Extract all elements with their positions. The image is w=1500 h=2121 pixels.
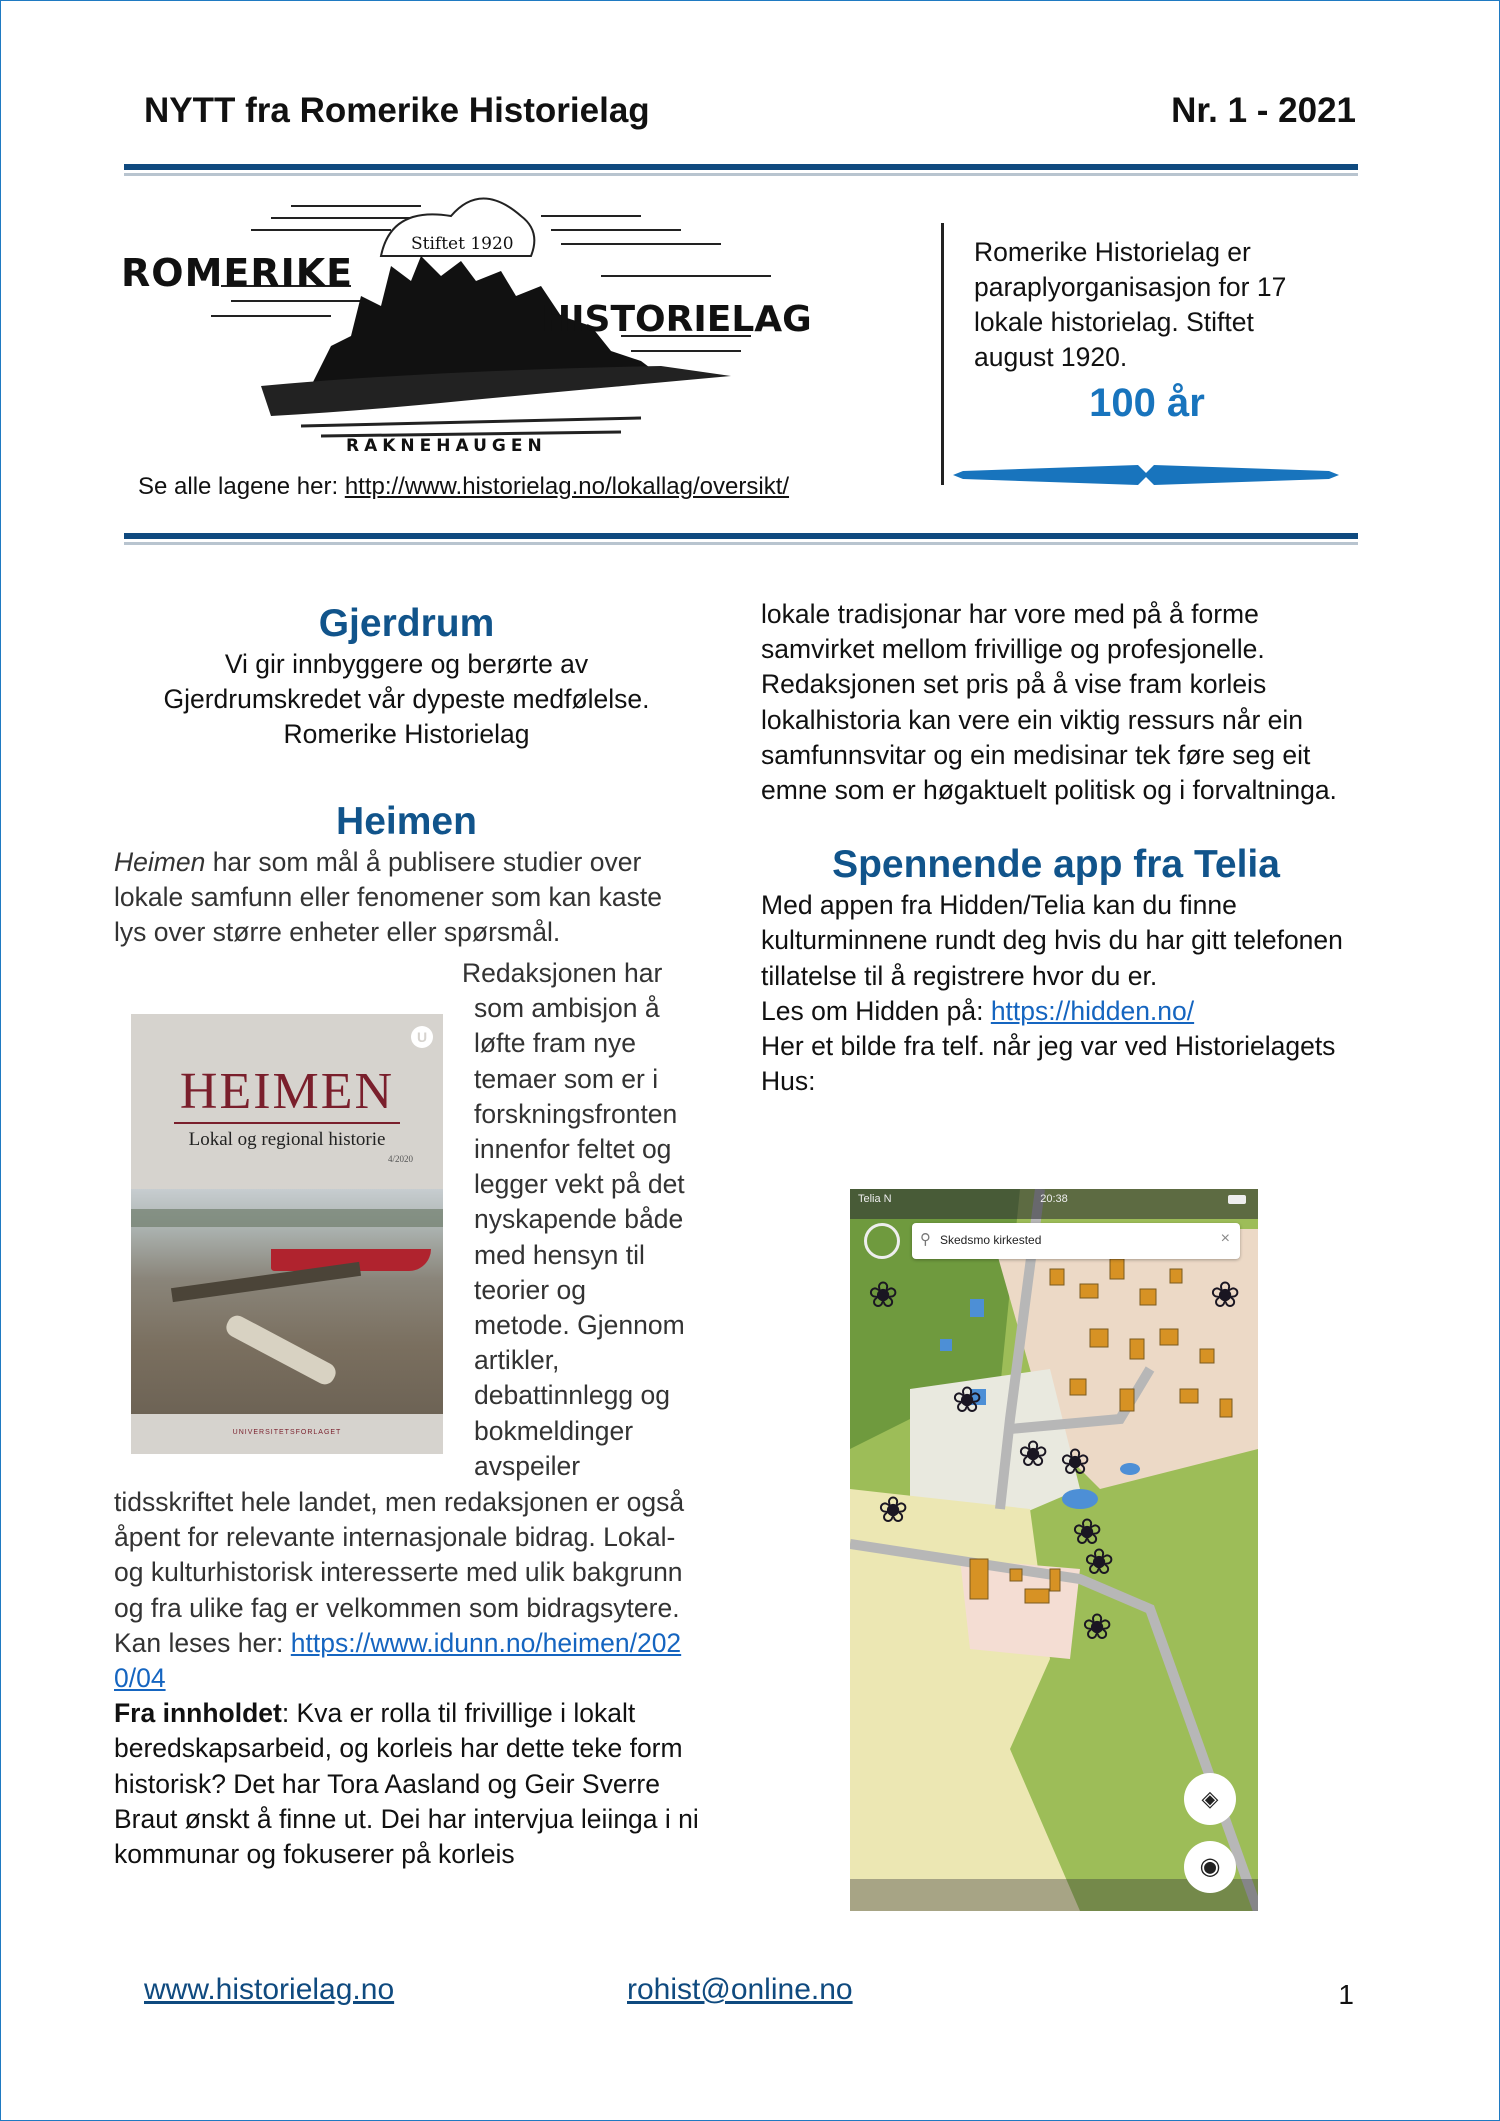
- cover-flood-photo: [131, 1189, 443, 1414]
- romerike-historielag-logo: [121, 186, 811, 456]
- search-value: Skedsmo kirkested: [940, 1233, 1042, 1247]
- cover-issue: 4/2020: [387, 1154, 413, 1164]
- telia-after-text: Her et bilde fra telf. når jeg var ved Historielagets Hus:: [761, 1031, 1336, 1097]
- wrap-line: temaer som er i: [474, 1063, 659, 1094]
- wrap-line: debattinnlegg og: [474, 1380, 670, 1411]
- heimen-italic: Heimen: [114, 846, 206, 877]
- cover-rule: [174, 1122, 400, 1124]
- gjerdrum-line-2: Gjerdrumskredet vår dypeste medfølelse.: [163, 684, 650, 715]
- gjerdrum-heading: Gjerdrum: [318, 602, 495, 645]
- wrap-line: artikler,: [474, 1345, 560, 1376]
- cover-publisher: UNIVERSITETSFORLAGET: [232, 1429, 342, 1436]
- heimen-wrap-text: [462, 956, 702, 1484]
- search-icon: ⚲: [920, 1231, 931, 1248]
- locate-button[interactable]: [1184, 1841, 1236, 1893]
- local-chapters-link[interactable]: http://www.historielag.no/lokallag/oversikt/: [344, 473, 790, 500]
- local-chapters-line: [138, 473, 789, 501]
- hidden-app-screenshot: [850, 1189, 1258, 1911]
- heimen-content: [114, 1696, 699, 1872]
- wrap-line: løfte fram nye: [474, 1028, 636, 1059]
- svg-text:HISTORIELAG: HISTORIELAG: [541, 299, 811, 340]
- layers-icon: ◈: [1201, 1786, 1219, 1811]
- wrap-line: Redaksjonen har: [462, 958, 663, 988]
- locate-icon: ◉: [1199, 1853, 1221, 1880]
- heritage-marker-icon[interactable]: ❀: [1210, 1274, 1241, 1315]
- cover-title: HEIMEN: [179, 1063, 395, 1120]
- heimen-intro: [114, 845, 694, 951]
- heimen-read-line: [114, 1626, 699, 1696]
- wrap-line: avspeiler: [474, 1450, 581, 1481]
- wrap-line: innenfor feltet og: [474, 1134, 672, 1165]
- hidden-app-logo-icon: [864, 1223, 900, 1259]
- read-label: Kan leses her:: [114, 1627, 291, 1658]
- content-text: : Kva er rolla til frivillige i lokalt beredskapsarbeid, og korleis har dette teke form historisk? Det har Tora Aasland og Geir Sverre Braut ønskt å finne ut. Dei har intervjua leiinga i ni kommunar og fokuserer på korleis: [114, 1698, 699, 1870]
- gjerdrum-signature: Romerike Historielag: [283, 719, 530, 750]
- heritage-marker-icon[interactable]: ❀: [868, 1274, 899, 1315]
- status-carrier: Telia N: [858, 1193, 892, 1205]
- issue-number: Nr. 1 - 2021: [1171, 91, 1356, 130]
- hidden-link[interactable]: https://hidden.no/: [990, 995, 1195, 1026]
- battery-icon: [1228, 1195, 1246, 1204]
- heimen-intro-text: har som mål å publisere studier over lokale samfunn eller fenomener som kan kaste lys over større enheter eller spørsmål.: [114, 846, 662, 948]
- heimen-right-continuation: lokale tradisjonar har vore med på å forme samvirket mellom frivillige og profesjonelle. Redaksjonen set pris på å vise fram korleis lokalhistoria kan vere ein viktig ressurs når ein samfunnsvitar og ein medisinar tek føre seg eit emne som er høgaktuelt politisk og i forvaltninga.: [761, 599, 1337, 806]
- telia-link-line: [761, 994, 1351, 1029]
- newsletter-title: NYTT fra Romerike Historielag: [144, 91, 650, 130]
- telia-heading: Spennende app fra Telia: [832, 843, 1280, 887]
- footer-email-link[interactable]: rohist@online.no: [627, 1973, 853, 2006]
- status-time: 20:38: [1040, 1193, 1068, 1205]
- footer-website-link[interactable]: www.historielag.no: [144, 1973, 395, 2006]
- left-column: [114, 601, 699, 950]
- telia-link-label: Les om Hidden på:: [761, 995, 991, 1026]
- layers-button[interactable]: [1184, 1773, 1236, 1825]
- heritage-marker-icon[interactable]: ❀: [1018, 1433, 1049, 1474]
- heimen-continuation-text: tidsskriftet hele landet, men redaksjonen er også åpent for relevante internasjonale bidrag. Lokal- og kulturhistorisk interesserte med ulik bakgrunn og fra ulike fag er velkommen som bidragsytere.: [114, 1487, 685, 1623]
- wrap-line: forskningsfronten: [474, 1098, 678, 1129]
- heimen-heading: Heimen: [336, 799, 477, 843]
- publisher-badge-icon: U: [411, 1026, 433, 1048]
- wrap-line: nyskapende både: [474, 1204, 684, 1235]
- heritage-marker-icon[interactable]: ❀: [1072, 1511, 1103, 1552]
- heimen-link[interactable]: https://www.idunn.no/heimen/2020/04: [114, 1627, 682, 1694]
- wrap-line: teorier og: [474, 1274, 586, 1305]
- anniversary-ribbon: [953, 463, 1339, 487]
- gjerdrum-line-1: Vi gir innbyggere og berørte av: [224, 649, 589, 679]
- heritage-marker-icon[interactable]: ❀: [1084, 1541, 1115, 1582]
- page-number: 1: [1338, 1979, 1354, 2010]
- heimen-cover-image: [131, 1014, 443, 1454]
- cover-subtitle: Lokal og regional historie: [188, 1129, 386, 1150]
- content-label: Fra innholdet: [114, 1698, 282, 1729]
- svg-text:Stiftet 1920: Stiftet 1920: [411, 234, 514, 254]
- header-bottom-rule: [124, 533, 1358, 545]
- heritage-marker-icon[interactable]: ❀: [1082, 1606, 1113, 1647]
- svg-text:RAKNEHAUGEN: RAKNEHAUGEN: [346, 436, 547, 456]
- wrap-line: metode. Gjennom: [474, 1310, 685, 1341]
- wrap-line: legger vekt på det: [474, 1169, 685, 1200]
- header-rule: [124, 164, 1358, 176]
- telia-text: Med appen fra Hidden/Telia kan du finne kulturminnene rundt deg hvis du har gitt telefonen tillatelse til å registrere hvor du er.: [761, 890, 1343, 991]
- local-chapters-label: Se alle lagene her:: [138, 473, 345, 500]
- wrap-line: bokmeldinger: [474, 1415, 634, 1446]
- clear-search-icon[interactable]: ×: [1220, 1230, 1230, 1247]
- svg-text:ROMERIKE: ROMERIKE: [121, 251, 354, 295]
- heimen-continuation: [114, 1485, 699, 1872]
- right-column: [761, 597, 1351, 1099]
- wrap-line: som ambisjon å: [474, 993, 660, 1024]
- anniversary-label: 100 år: [1089, 381, 1205, 425]
- info-divider: [941, 223, 944, 485]
- about-text: Romerike Historielag er paraplyorganisasjon for 17 lokale historielag. Stiftet august 1920.: [974, 237, 1287, 372]
- heritage-marker-icon[interactable]: ❀: [1060, 1441, 1091, 1482]
- map-search-input[interactable]: [912, 1223, 1240, 1259]
- wrap-line: med hensyn til: [474, 1239, 645, 1270]
- heritage-marker-icon[interactable]: ❀: [952, 1379, 983, 1420]
- heritage-marker-icon[interactable]: ❀: [878, 1489, 909, 1530]
